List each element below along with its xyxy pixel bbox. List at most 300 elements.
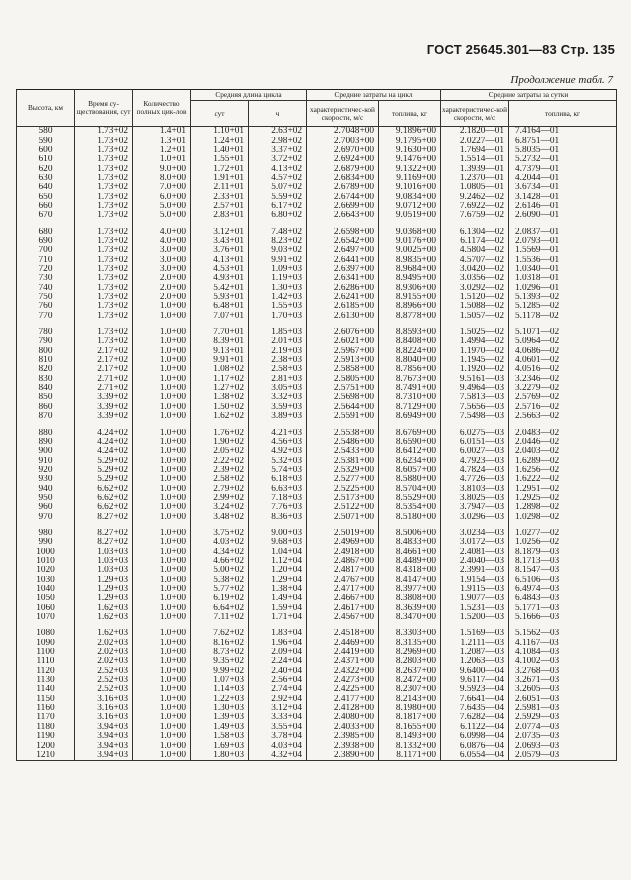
cell-fuel-day: 2.5716—02	[509, 403, 617, 412]
cell-fuel-day: 3.1428—01	[509, 193, 617, 202]
cell-lifetime: 1.29+03	[75, 576, 133, 585]
cell-full-cycles: 1.0+00	[133, 438, 191, 447]
cell-char-speed-cycle: 2.5538+00	[307, 429, 379, 438]
group-spacer	[17, 422, 617, 429]
cell-height: 1170	[17, 713, 75, 722]
cell-avg-cycle-ch: 1.29+04	[249, 576, 307, 585]
cell-avg-cycle-sut: 2.58+02	[191, 475, 249, 484]
cell-char-speed-cycle: 2.7048+00	[307, 127, 379, 137]
cell-fuel-cycle: 8.5529+00	[379, 494, 441, 503]
cell-fuel-cycle: 8.7129+00	[379, 403, 441, 412]
cell-fuel-day: 5.0964—02	[509, 337, 617, 346]
col-header-fuel-day: топлива, кг	[509, 101, 617, 127]
cell-char-speed-cycle: 2.6789+00	[307, 183, 379, 192]
cell-height: 610	[17, 155, 75, 164]
cell-char-speed-day: 4.5707—02	[441, 256, 509, 265]
cell-char-speed-day: 3.0296—03	[441, 513, 509, 522]
cell-char-speed-cycle: 2.4767+00	[307, 576, 379, 585]
cell-char-speed-cycle: 2.4177+00	[307, 695, 379, 704]
cell-avg-cycle-sut: 9.99+02	[191, 667, 249, 676]
cell-full-cycles: 1.0+00	[133, 494, 191, 503]
cell-height: 980	[17, 529, 75, 538]
cell-char-speed-day: 3.8025—03	[441, 494, 509, 503]
table-row	[17, 165, 617, 174]
cell-fuel-cycle: 8.8966+00	[379, 302, 441, 311]
table-row	[17, 246, 617, 255]
cell-char-speed-day: 1.9077—03	[441, 594, 509, 603]
table-row	[17, 513, 617, 522]
cell-height: 640	[17, 183, 75, 192]
cell-full-cycles: 1.0+00	[133, 375, 191, 384]
cell-lifetime: 1.73+02	[75, 256, 133, 265]
cell-avg-cycle-ch: 1.55+03	[249, 302, 307, 311]
cell-lifetime: 3.16+03	[75, 695, 133, 704]
cell-char-speed-cycle: 2.6834+00	[307, 174, 379, 183]
table-row	[17, 538, 617, 547]
cell-full-cycles: 1.0+00	[133, 585, 191, 594]
cell-height: 690	[17, 237, 75, 246]
table-row	[17, 466, 617, 475]
cell-full-cycles: 1.0+00	[133, 613, 191, 622]
cell-fuel-day: 5.1666—03	[509, 613, 617, 622]
table-row	[17, 256, 617, 265]
cell-full-cycles: 1.0+00	[133, 538, 191, 547]
cell-full-cycles: 1.0+00	[133, 566, 191, 575]
cell-avg-cycle-sut: 1.30+03	[191, 704, 249, 713]
cell-avg-cycle-sut: 8.39+01	[191, 337, 249, 346]
table-row	[17, 293, 617, 302]
cell-char-speed-cycle: 2.4969+00	[307, 538, 379, 547]
cell-avg-cycle-sut: 9.91+01	[191, 356, 249, 365]
cell-fuel-day: 6.4974—03	[509, 585, 617, 594]
cell-fuel-cycle: 9.0519+00	[379, 211, 441, 220]
cell-full-cycles: 3.0+00	[133, 246, 191, 255]
cell-fuel-day: 4.2044—01	[509, 174, 617, 183]
cell-char-speed-cycle: 2.5071+00	[307, 513, 379, 522]
cell-avg-cycle-ch: 5.74+03	[249, 466, 307, 475]
cell-fuel-cycle: 8.8040+00	[379, 356, 441, 365]
table-row	[17, 685, 617, 694]
cell-full-cycles: 4.0+00	[133, 228, 191, 237]
cell-fuel-cycle: 8.7673+00	[379, 375, 441, 384]
cell-char-speed-day: 1.2087—03	[441, 648, 509, 657]
cell-fuel-day: 2.5929—03	[509, 713, 617, 722]
cell-height: 910	[17, 457, 75, 466]
cell-char-speed-day: 7.5656—03	[441, 403, 509, 412]
cell-char-speed-day: 2.1820—01	[441, 127, 509, 137]
cell-char-speed-day: 4.5804—02	[441, 246, 509, 255]
col-header-fuel-cycle: топлива, кг	[379, 101, 441, 127]
cell-lifetime: 2.52+03	[75, 676, 133, 685]
cell-avg-cycle-ch: 9.68+03	[249, 538, 307, 547]
cell-avg-cycle-sut: 6.19+02	[191, 594, 249, 603]
cell-avg-cycle-ch: 4.21+03	[249, 429, 307, 438]
cell-char-speed-day: 4.7824—03	[441, 466, 509, 475]
group-spacer	[17, 522, 617, 529]
cell-height: 930	[17, 475, 75, 484]
table-body	[17, 127, 617, 761]
cell-lifetime: 1.29+03	[75, 585, 133, 594]
cell-lifetime: 1.73+02	[75, 137, 133, 146]
table-row	[17, 723, 617, 732]
cell-char-speed-cycle: 2.4667+00	[307, 594, 379, 603]
cell-char-speed-cycle: 2.3938+00	[307, 742, 379, 751]
cell-char-speed-day: 3.8103—03	[441, 485, 509, 494]
cell-char-speed-cycle: 2.5805+00	[307, 375, 379, 384]
cell-char-speed-day: 3.7947—03	[441, 503, 509, 512]
cell-fuel-cycle: 8.4318+00	[379, 566, 441, 575]
cell-char-speed-day: 1.0805—01	[441, 183, 509, 192]
cell-fuel-day: 1.0318—01	[509, 274, 617, 283]
cell-full-cycles: 1.0+00	[133, 457, 191, 466]
cell-lifetime: 4.24+02	[75, 447, 133, 456]
cell-lifetime: 1.73+02	[75, 202, 133, 211]
cell-fuel-cycle: 8.1332+00	[379, 742, 441, 751]
cell-avg-cycle-sut: 7.62+02	[191, 629, 249, 638]
table-row	[17, 127, 617, 137]
cell-full-cycles: 1.0+00	[133, 685, 191, 694]
table-row	[17, 384, 617, 393]
cell-lifetime: 6.62+02	[75, 494, 133, 503]
cell-fuel-day: 1.0340—01	[509, 265, 617, 274]
cell-avg-cycle-ch: 2.63+02	[249, 127, 307, 137]
cell-char-speed-cycle: 2.4273+00	[307, 676, 379, 685]
cell-lifetime: 3.39+02	[75, 412, 133, 421]
cell-fuel-cycle: 8.2969+00	[379, 648, 441, 657]
cell-char-speed-cycle: 2.6021+00	[307, 337, 379, 346]
cell-height: 1020	[17, 566, 75, 575]
cell-avg-cycle-ch: 3.37+02	[249, 146, 307, 155]
table-row	[17, 648, 617, 657]
cell-fuel-cycle: 8.2143+00	[379, 695, 441, 704]
cell-lifetime: 1.73+02	[75, 337, 133, 346]
cell-char-speed-cycle: 2.6643+00	[307, 211, 379, 220]
cell-char-speed-day: 9.5161—03	[441, 375, 509, 384]
cell-height: 830	[17, 375, 75, 384]
cell-fuel-day: 1.2925—02	[509, 494, 617, 503]
cell-lifetime: 1.03+03	[75, 548, 133, 557]
cell-fuel-day: 2.0735—03	[509, 732, 617, 741]
cell-char-speed-day: 2.4040—03	[441, 557, 509, 566]
cell-fuel-day: 5.1071—02	[509, 328, 617, 337]
cell-avg-cycle-sut: 9.13+01	[191, 347, 249, 356]
cell-char-speed-cycle: 2.5019+00	[307, 529, 379, 538]
table-row	[17, 494, 617, 503]
col-header-full-cycles: Количество полных цик-лов	[133, 90, 191, 127]
table-row	[17, 337, 617, 346]
cell-fuel-day: 2.0693—03	[509, 742, 617, 751]
cell-char-speed-cycle: 2.6970+00	[307, 146, 379, 155]
cell-full-cycles: 1.0+00	[133, 513, 191, 522]
cell-lifetime: 1.73+02	[75, 284, 133, 293]
cell-avg-cycle-sut: 1.38+02	[191, 393, 249, 402]
cell-lifetime: 3.39+02	[75, 393, 133, 402]
cell-char-speed-day: 6.1122—04	[441, 723, 509, 732]
cell-fuel-cycle: 8.3808+00	[379, 594, 441, 603]
cell-lifetime: 2.17+02	[75, 365, 133, 374]
cell-avg-cycle-sut: 2.05+02	[191, 447, 249, 456]
cell-avg-cycle-sut: 2.39+02	[191, 466, 249, 475]
cell-fuel-cycle: 8.8778+00	[379, 312, 441, 321]
cell-avg-cycle-sut: 3.76+01	[191, 246, 249, 255]
cell-lifetime: 2.71+02	[75, 375, 133, 384]
cell-avg-cycle-ch: 1.30+03	[249, 284, 307, 293]
cell-fuel-cycle: 8.2472+00	[379, 676, 441, 685]
cell-fuel-cycle: 8.5180+00	[379, 513, 441, 522]
cell-char-speed-day: 1.5514—01	[441, 155, 509, 164]
cell-fuel-cycle: 8.6769+00	[379, 429, 441, 438]
cell-char-speed-cycle: 2.4518+00	[307, 629, 379, 638]
cell-char-speed-day: 9.5923—04	[441, 685, 509, 694]
cell-fuel-day: 2.6090—01	[509, 211, 617, 220]
cell-fuel-day: 1.6256—02	[509, 466, 617, 475]
cell-char-speed-cycle: 2.5173+00	[307, 494, 379, 503]
cell-char-speed-cycle: 2.5486+00	[307, 438, 379, 447]
cell-char-speed-day: 7.6435—04	[441, 704, 509, 713]
cell-avg-cycle-ch: 7.48+02	[249, 228, 307, 237]
table-row	[17, 228, 617, 237]
cell-fuel-day: 2.0483—02	[509, 429, 617, 438]
cell-height: 880	[17, 429, 75, 438]
cell-char-speed-day: 6.0998—04	[441, 732, 509, 741]
cell-char-speed-cycle: 2.5277+00	[307, 475, 379, 484]
cell-height: 1150	[17, 695, 75, 704]
table-row	[17, 639, 617, 648]
cell-avg-cycle-sut: 4.66+02	[191, 557, 249, 566]
cell-fuel-cycle: 8.3639+00	[379, 604, 441, 613]
cell-lifetime: 1.73+02	[75, 228, 133, 237]
cell-fuel-day: 5.1393—02	[509, 293, 617, 302]
cell-lifetime: 6.62+02	[75, 485, 133, 494]
table-row	[17, 155, 617, 164]
cell-lifetime: 1.62+03	[75, 613, 133, 622]
cell-fuel-cycle: 8.7856+00	[379, 365, 441, 374]
cell-avg-cycle-ch: 8.36+03	[249, 513, 307, 522]
cell-char-speed-day: 9.4964—03	[441, 384, 509, 393]
table-row	[17, 676, 617, 685]
cell-avg-cycle-sut: 5.93+01	[191, 293, 249, 302]
cell-avg-cycle-sut: 7.70+01	[191, 328, 249, 337]
cell-char-speed-day: 6.1174—02	[441, 237, 509, 246]
cell-height: 900	[17, 447, 75, 456]
cell-avg-cycle-ch: 6.17+02	[249, 202, 307, 211]
cell-lifetime: 3.16+03	[75, 713, 133, 722]
cell-height: 780	[17, 328, 75, 337]
cell-fuel-cycle: 8.1171+00	[379, 751, 441, 761]
cell-char-speed-cycle: 2.3890+00	[307, 751, 379, 761]
cell-fuel-day: 3.2605—03	[509, 685, 617, 694]
cell-full-cycles: 1.0+00	[133, 302, 191, 311]
cell-char-speed-cycle: 2.7003+00	[307, 137, 379, 146]
cell-lifetime: 1.73+02	[75, 312, 133, 321]
cell-avg-cycle-ch: 4.57+02	[249, 174, 307, 183]
cell-char-speed-day: 3.0292—02	[441, 284, 509, 293]
cell-fuel-day: 3.2671—03	[509, 676, 617, 685]
cell-avg-cycle-ch: 3.33+04	[249, 713, 307, 722]
cell-lifetime: 1.03+03	[75, 557, 133, 566]
cell-height: 1190	[17, 732, 75, 741]
cell-char-speed-day: 2.3991—03	[441, 566, 509, 575]
table-continuation-label: Продолжение табл. 7	[510, 74, 613, 86]
cell-avg-cycle-sut: 1.72+01	[191, 165, 249, 174]
cell-height: 790	[17, 337, 75, 346]
cell-char-speed-day: 3.0234—03	[441, 529, 509, 538]
cell-char-speed-day: 6.0876—04	[441, 742, 509, 751]
cell-height: 970	[17, 513, 75, 522]
table-row	[17, 667, 617, 676]
cell-avg-cycle-sut: 1.62+02	[191, 412, 249, 421]
cell-lifetime: 1.62+03	[75, 629, 133, 638]
cell-fuel-cycle: 9.1630+00	[379, 146, 441, 155]
cell-full-cycles: 9.0+00	[133, 165, 191, 174]
cell-char-speed-cycle: 2.6185+00	[307, 302, 379, 311]
cell-char-speed-day: 2.0227—01	[441, 137, 509, 146]
cell-full-cycles: 8.0+00	[133, 174, 191, 183]
cell-char-speed-cycle: 2.5433+00	[307, 447, 379, 456]
cell-avg-cycle-sut: 4.13+01	[191, 256, 249, 265]
table-row	[17, 475, 617, 484]
cell-fuel-cycle: 8.6234+00	[379, 457, 441, 466]
cell-avg-cycle-sut: 1.10+01	[191, 127, 249, 137]
cell-fuel-day: 8.1547—03	[509, 566, 617, 575]
col-group-avg-cycle-length: Средняя длина цикла	[191, 90, 307, 101]
cell-avg-cycle-ch: 2.24+04	[249, 657, 307, 666]
cell-char-speed-cycle: 2.4469+00	[307, 639, 379, 648]
cell-height: 920	[17, 466, 75, 475]
group-spacer	[17, 622, 617, 629]
cell-char-speed-cycle: 2.6241+00	[307, 293, 379, 302]
cell-avg-cycle-ch: 4.56+03	[249, 438, 307, 447]
cell-lifetime: 1.73+02	[75, 293, 133, 302]
cell-full-cycles: 1.0+00	[133, 576, 191, 585]
cell-lifetime: 3.39+02	[75, 403, 133, 412]
cell-lifetime: 2.71+02	[75, 384, 133, 393]
cell-full-cycles: 1.0+00	[133, 447, 191, 456]
cell-avg-cycle-sut: 5.00+02	[191, 566, 249, 575]
cell-lifetime: 3.94+03	[75, 723, 133, 732]
cell-height: 860	[17, 403, 75, 412]
cell-char-speed-day: 7.6282—04	[441, 713, 509, 722]
cell-char-speed-cycle: 2.6879+00	[307, 165, 379, 174]
cell-lifetime: 1.73+02	[75, 127, 133, 137]
cell-avg-cycle-sut: 1.91+01	[191, 174, 249, 183]
cell-height: 990	[17, 538, 75, 547]
col-group-cycle-costs: Средние затраты на цикл	[307, 90, 441, 101]
cell-char-speed-cycle: 2.6598+00	[307, 228, 379, 237]
cell-fuel-day: 8.1713—03	[509, 557, 617, 566]
cell-fuel-cycle: 9.1476+00	[379, 155, 441, 164]
cell-char-speed-cycle: 2.5967+00	[307, 347, 379, 356]
cell-fuel-day: 3.2346—02	[509, 375, 617, 384]
cell-fuel-cycle: 8.1655+00	[379, 723, 441, 732]
cell-avg-cycle-sut: 2.22+02	[191, 457, 249, 466]
cell-lifetime: 2.52+03	[75, 667, 133, 676]
cell-avg-cycle-sut: 6.64+02	[191, 604, 249, 613]
cell-avg-cycle-sut: 7.11+02	[191, 613, 249, 622]
cell-height: 870	[17, 412, 75, 421]
cell-lifetime: 1.73+02	[75, 165, 133, 174]
cell-height: 1140	[17, 685, 75, 694]
cell-height: 730	[17, 274, 75, 283]
cell-avg-cycle-sut: 7.07+01	[191, 312, 249, 321]
cell-char-speed-day: 7.5813—03	[441, 393, 509, 402]
table-row	[17, 265, 617, 274]
table-row	[17, 604, 617, 613]
cell-avg-cycle-sut: 1.39+03	[191, 713, 249, 722]
cell-full-cycles: 1.0+00	[133, 466, 191, 475]
cell-full-cycles: 2.0+00	[133, 274, 191, 283]
cell-fuel-day: 1.0296—01	[509, 284, 617, 293]
table-row	[17, 403, 617, 412]
cell-avg-cycle-sut: 8.16+02	[191, 639, 249, 648]
cell-height: 590	[17, 137, 75, 146]
cell-fuel-day: 5.1771—03	[509, 604, 617, 613]
cell-lifetime: 1.73+02	[75, 246, 133, 255]
cell-char-speed-day: 1.7694—01	[441, 146, 509, 155]
cell-height: 890	[17, 438, 75, 447]
cell-avg-cycle-ch: 6.18+03	[249, 475, 307, 484]
cell-lifetime: 1.03+03	[75, 566, 133, 575]
table-row	[17, 557, 617, 566]
cell-lifetime: 8.27+02	[75, 538, 133, 547]
cell-avg-cycle-sut: 3.43+01	[191, 237, 249, 246]
cell-avg-cycle-sut: 1.08+02	[191, 365, 249, 374]
cell-char-speed-day: 7.5498—03	[441, 412, 509, 421]
cell-fuel-cycle: 8.1980+00	[379, 704, 441, 713]
cell-fuel-day: 5.1562—03	[509, 629, 617, 638]
table-row	[17, 312, 617, 321]
cell-fuel-cycle: 8.4833+00	[379, 538, 441, 547]
cell-char-speed-day: 1.5169—03	[441, 629, 509, 638]
cell-full-cycles: 6.0+00	[133, 193, 191, 202]
table-row	[17, 274, 617, 283]
cell-avg-cycle-ch: 2.56+04	[249, 676, 307, 685]
cell-avg-cycle-sut: 1.80+03	[191, 751, 249, 761]
cell-avg-cycle-ch: 1.49+04	[249, 594, 307, 603]
cell-avg-cycle-sut: 8.73+02	[191, 648, 249, 657]
cell-lifetime: 3.94+03	[75, 732, 133, 741]
table-row	[17, 146, 617, 155]
cell-height: 1210	[17, 751, 75, 761]
cell-lifetime: 1.73+02	[75, 146, 133, 155]
cell-full-cycles: 1.0+00	[133, 657, 191, 666]
cell-avg-cycle-ch: 5.32+03	[249, 457, 307, 466]
cell-full-cycles: 1.0+00	[133, 365, 191, 374]
cell-fuel-day: 5.1285—02	[509, 302, 617, 311]
cell-char-speed-cycle: 2.6542+00	[307, 237, 379, 246]
cell-full-cycles: 1.3+01	[133, 137, 191, 146]
cell-avg-cycle-ch: 3.32+03	[249, 393, 307, 402]
cell-fuel-day: 4.1084—03	[509, 648, 617, 657]
cell-avg-cycle-ch: 1.42+03	[249, 293, 307, 302]
cell-lifetime: 4.24+02	[75, 438, 133, 447]
cell-lifetime: 2.02+03	[75, 639, 133, 648]
cell-avg-cycle-sut: 2.83+01	[191, 211, 249, 220]
cell-char-speed-cycle: 2.4371+00	[307, 657, 379, 666]
cell-fuel-cycle: 8.6949+00	[379, 412, 441, 421]
cell-avg-cycle-sut: 1.49+03	[191, 723, 249, 732]
cell-full-cycles: 1.0+00	[133, 704, 191, 713]
cell-full-cycles: 1.0+00	[133, 648, 191, 657]
cell-fuel-cycle: 9.0176+00	[379, 237, 441, 246]
cell-full-cycles: 1.0+00	[133, 312, 191, 321]
table-row	[17, 629, 617, 638]
table-row	[17, 347, 617, 356]
cell-height: 1160	[17, 704, 75, 713]
cell-avg-cycle-ch: 3.78+04	[249, 732, 307, 741]
table-row	[17, 137, 617, 146]
cell-fuel-cycle: 8.9306+00	[379, 284, 441, 293]
